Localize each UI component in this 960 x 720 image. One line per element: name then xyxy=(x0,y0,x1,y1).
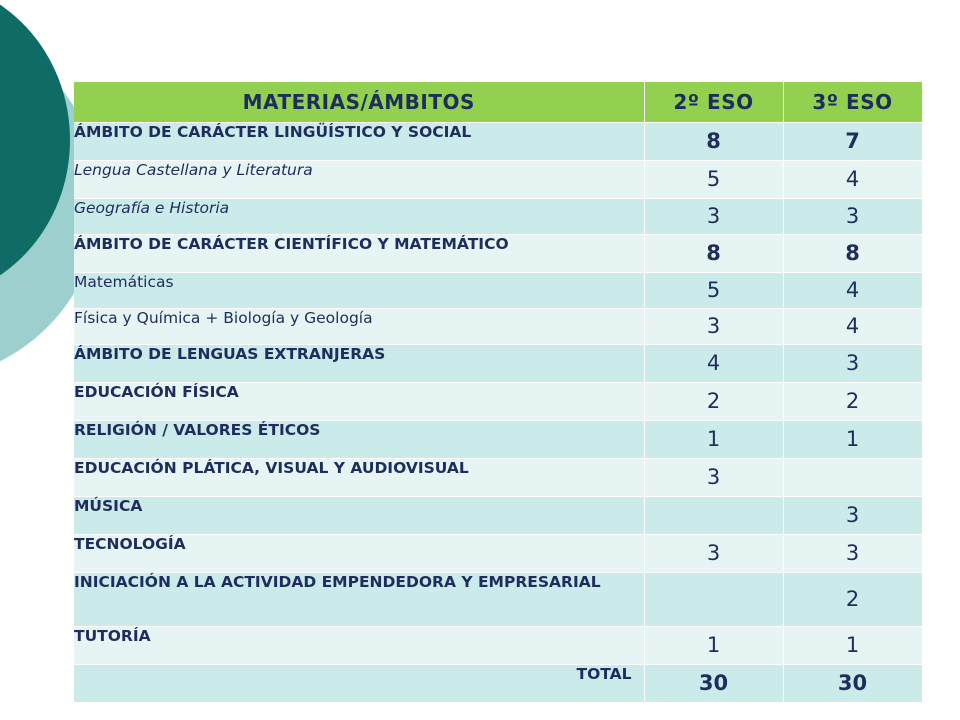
subject-cell: EDUCACIÓN FÍSICA xyxy=(74,382,644,420)
hours-cell-eso3: 8 xyxy=(783,234,922,272)
hours-cell-eso3: 3 xyxy=(783,198,922,234)
table-row xyxy=(74,382,922,420)
header-3eso: 3º ESO xyxy=(783,82,922,122)
table-row xyxy=(74,534,922,572)
table-row xyxy=(74,198,922,234)
subject-cell: TUTORÍA xyxy=(74,626,644,664)
table-row xyxy=(74,626,922,664)
hours-cell-eso2: 2 xyxy=(644,382,783,420)
hours-cell-eso2: 3 xyxy=(644,534,783,572)
hours-cell-eso3: 2 xyxy=(783,572,922,626)
subject-cell: Geografía e Historia xyxy=(74,198,644,234)
hours-cell-eso2: 1 xyxy=(644,420,783,458)
hours-cell-eso3: 1 xyxy=(783,420,922,458)
hours-cell-eso3: 7 xyxy=(783,122,922,160)
total-3eso: 30 xyxy=(783,664,922,702)
subject-cell: ÁMBITO DE CARÁCTER LINGÜÍSTICO Y SOCIAL xyxy=(74,122,644,160)
header-2eso: 2º ESO xyxy=(644,82,783,122)
table-row xyxy=(74,344,922,382)
subject-cell: ÁMBITO DE CARÁCTER CIENTÍFICO Y MATEMÁTICO xyxy=(74,234,644,272)
subject-cell: ÁMBITO DE LENGUAS EXTRANJERAS xyxy=(74,344,644,382)
hours-cell-eso3: 1 xyxy=(783,626,922,664)
hours-cell-eso2: 8 xyxy=(644,234,783,272)
subject-cell: TECNOLOGÍA xyxy=(74,534,644,572)
hours-cell-eso2: 5 xyxy=(644,272,783,308)
subjects-table xyxy=(74,82,923,703)
subject-cell: Lengua Castellana y Literatura xyxy=(74,160,644,198)
table-row xyxy=(74,272,922,308)
hours-cell-eso2 xyxy=(644,572,783,626)
table-row xyxy=(74,420,922,458)
subject-cell: EDUCACIÓN PLÁTICA, VISUAL Y AUDIOVISUAL xyxy=(74,458,644,496)
hours-cell-eso2: 8 xyxy=(644,122,783,160)
table-row xyxy=(74,496,922,534)
hours-cell-eso2: 5 xyxy=(644,160,783,198)
table-row xyxy=(74,458,922,496)
subject-cell: MÚSICA xyxy=(74,496,644,534)
table-row xyxy=(74,308,922,344)
total-label: TOTAL xyxy=(74,664,644,702)
hours-cell-eso3: 3 xyxy=(783,534,922,572)
subject-cell: Física y Química + Biología y Geología xyxy=(74,308,644,344)
hours-cell-eso2: 1 xyxy=(644,626,783,664)
hours-cell-eso2: 4 xyxy=(644,344,783,382)
hours-cell-eso3: 4 xyxy=(783,272,922,308)
hours-cell-eso2 xyxy=(644,496,783,534)
table-row xyxy=(74,160,922,198)
hours-cell-eso2: 3 xyxy=(644,458,783,496)
subject-cell: INICIACIÓN A LA ACTIVIDAD EMPENDEDORA Y EMPRESARIAL xyxy=(74,572,644,626)
hours-cell-eso3: 4 xyxy=(783,160,922,198)
table-row xyxy=(74,572,922,626)
header-subjects: MATERIAS/ÁMBITOS xyxy=(74,82,644,122)
subject-cell: Matemáticas xyxy=(74,272,644,308)
subject-cell: RELIGIÓN / VALORES ÉTICOS xyxy=(74,420,644,458)
table-row xyxy=(74,234,922,272)
table-row xyxy=(74,122,922,160)
hours-cell-eso2: 3 xyxy=(644,198,783,234)
hours-cell-eso3: 4 xyxy=(783,308,922,344)
table-header-row xyxy=(74,82,922,122)
hours-cell-eso3: 3 xyxy=(783,496,922,534)
total-2eso: 30 xyxy=(644,664,783,702)
hours-cell-eso2: 3 xyxy=(644,308,783,344)
total-row xyxy=(74,664,922,702)
hours-cell-eso3 xyxy=(783,458,922,496)
hours-cell-eso3: 2 xyxy=(783,382,922,420)
hours-cell-eso3: 3 xyxy=(783,344,922,382)
